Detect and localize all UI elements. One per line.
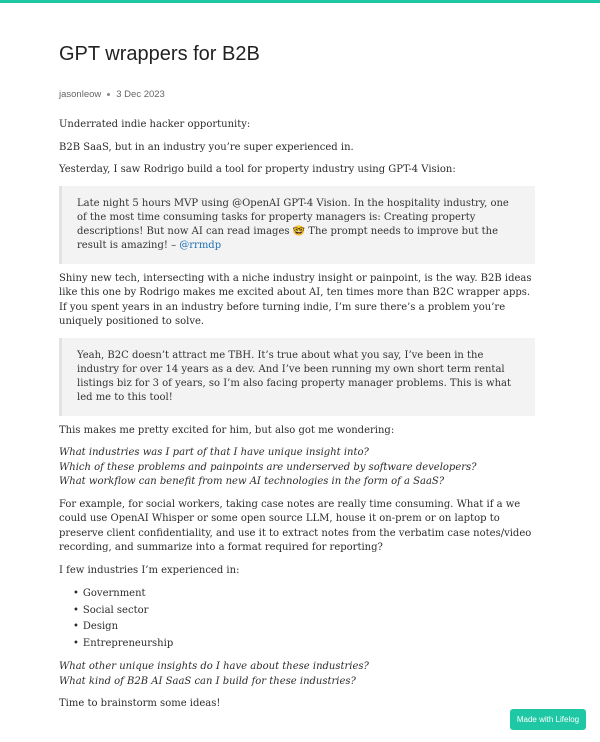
quote-text: Yeah, B2C doesn’t attract me TBH. It’s true about what you say, I’ve been in the industry for over 14 years as a dev. And I’ve been running my own short term rental listings biz for 3 of years, so I’m also facing property manager problems. This is what led me to this tool! [77,349,512,403]
paragraph: B2B SaaS, but in an industry you’re super experienced in. [59,141,354,153]
industry-list [59,586,539,652]
question-line: Which of these problems and painpoints are underserved by software developers? [59,461,477,473]
question-line: What kind of B2B AI SaaS can I build for these industries? [59,675,356,687]
blockquote-tweet [59,186,535,264]
question-line: What other unique insights do I have about these industries? [59,661,369,672]
question-list [59,660,539,689]
question-list [59,446,539,490]
page-title: GPT wrappers for B2B [59,43,260,65]
question-line: What workflow can benefit from new AI technologies in the form of a SaaS? [59,476,445,487]
author-link[interactable]: jasonleow [59,89,102,100]
post-date: 3 Dec 2023 [116,89,165,100]
made-with-lifelog-badge[interactable]: Made with Lifelog [510,709,586,730]
post-body [59,118,539,712]
article [59,40,539,720]
paragraph: This makes me pretty excited for him, but also got me wondering: [59,424,395,436]
post-meta [59,89,539,100]
list-item: • Design [73,619,539,636]
quote-author-link[interactable]: @rrmdp [179,239,222,251]
meta-separator-dot [107,93,110,96]
quote-text: Late night 5 hours MVP using @OpenAI GPT-4 Vision. In the hospitality industry, one of the most time consuming tasks for property managers is: Creating property descriptions! But now AI can read images 🤓 The prompt needs to improve but the result is amazing! – [77,197,509,251]
list-item: • Social sector [73,603,539,620]
question-line: What industries was I part of that I have unique insight into? [59,447,369,458]
paragraph: Yesterday, I saw Rodrigo build a tool for property industry using GPT-4 Vision: [59,164,456,175]
top-accent-bar [0,0,600,3]
paragraph: Shiny new tech, intersecting with a niche industry insight or painpoint, is the way. B2B ideas like this one by Rodrigo makes me excited about AI, ten times more than B2C wrapper apps. If you spent years in an industry before turning indie, I’m sure there’s a problem you’re uniquely positioned to solve. [59,272,532,327]
paragraph: I few industries I’m experienced in: [59,564,240,576]
paragraph: For example, for social workers, taking case notes are really time consuming. What if a we could use OpenAI Whisper or some open source LLM, house it on-prem or on laptop to preserve client confidentiality, and use it to extract notes from the verbatim case notes/video recording, and summarize into a format required for reporting? [59,498,532,553]
list-item: • Government [73,586,539,603]
list-item: • Entrepreneurship [73,636,539,653]
paragraph: Time to brainstorm some ideas! [59,698,221,709]
paragraph: Underrated indie hacker opportunity: [59,119,251,130]
blockquote-reply [59,338,535,416]
